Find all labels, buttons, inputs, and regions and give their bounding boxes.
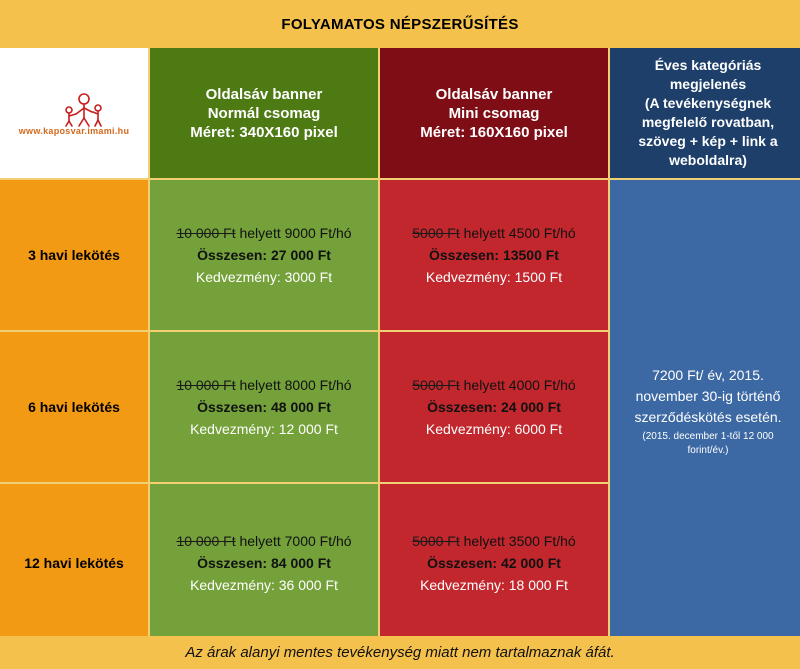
header-line: Éves kategóriás bbox=[654, 57, 762, 73]
annual-package-header bbox=[610, 48, 800, 178]
annual-line: 7200 Ft/ év, 2015. bbox=[652, 366, 764, 383]
price-line bbox=[176, 374, 351, 396]
annual-line: november 30-ig történő bbox=[635, 387, 781, 404]
mini-price-12-months bbox=[380, 484, 608, 642]
new-price: helyett 4500 Ft/hó bbox=[459, 225, 576, 241]
price-line bbox=[412, 530, 575, 552]
header-line: Méret: 340X160 pixel bbox=[190, 123, 338, 141]
pricing-table bbox=[0, 48, 800, 636]
old-price: 10 000 Ft bbox=[176, 533, 236, 549]
total-line bbox=[427, 552, 561, 574]
price-line bbox=[176, 530, 351, 552]
header-line: Mini csomag bbox=[448, 104, 540, 122]
total-value: 42 000 Ft bbox=[501, 555, 561, 571]
normal-package-header bbox=[150, 48, 378, 178]
logo-cell bbox=[0, 48, 148, 178]
annual-note-line: forint/év.) bbox=[687, 444, 729, 456]
total-value: 48 000 Ft bbox=[271, 399, 331, 415]
old-price: 5000 Ft bbox=[412, 533, 460, 549]
row-label-6-months: 6 havi lekötés bbox=[0, 332, 148, 482]
new-price: helyett 3500 Ft/hó bbox=[459, 533, 576, 549]
total-label: Összesen: bbox=[429, 247, 503, 263]
total-line bbox=[429, 244, 559, 266]
new-price: helyett 9000 Ft/hó bbox=[235, 225, 352, 241]
normal-price-12-months bbox=[150, 484, 378, 642]
row-label-12-months: 12 havi lekötés bbox=[0, 484, 148, 642]
annual-line: szerződéskötés esetén. bbox=[634, 408, 782, 425]
total-line bbox=[427, 396, 561, 418]
header-line: megfelelő rovatban, bbox=[641, 114, 775, 130]
total-value: 27 000 Ft bbox=[271, 247, 331, 263]
total-label: Összesen: bbox=[197, 247, 271, 263]
old-price: 10 000 Ft bbox=[176, 225, 236, 241]
header-line: Méret: 160X160 pixel bbox=[420, 123, 568, 141]
new-price: helyett 4000 Ft/hó bbox=[459, 377, 576, 393]
discount-line: Kedvezmény: 18 000 Ft bbox=[420, 577, 568, 593]
annual-note-line: (2015. december 1-től 12 000 bbox=[642, 430, 774, 442]
header-line: megjelenés bbox=[669, 76, 747, 92]
total-value: 13500 Ft bbox=[502, 247, 559, 263]
header-line: weboldalra) bbox=[669, 152, 747, 168]
new-price: helyett 7000 Ft/hó bbox=[235, 533, 352, 549]
mini-package-header bbox=[380, 48, 608, 178]
total-label: Összesen: bbox=[197, 555, 271, 571]
family-logo-icon bbox=[14, 90, 134, 128]
header-line: Normál csomag bbox=[207, 104, 321, 122]
logo bbox=[14, 90, 134, 136]
discount-line: Kedvezmény: 1500 Ft bbox=[425, 269, 563, 285]
total-label: Összesen: bbox=[427, 399, 501, 415]
discount-line: Kedvezmény: 3000 Ft bbox=[195, 269, 333, 285]
normal-price-6-months bbox=[150, 332, 378, 482]
total-value: 84 000 Ft bbox=[271, 555, 331, 571]
logo-text: www.kaposvar.imami.hu bbox=[18, 126, 130, 136]
total-line bbox=[197, 396, 331, 418]
old-price: 5000 Ft bbox=[412, 225, 460, 241]
total-label: Összesen: bbox=[427, 555, 501, 571]
total-line bbox=[197, 552, 331, 574]
header-line: szöveg + kép + link a bbox=[638, 133, 778, 149]
total-line bbox=[197, 244, 331, 266]
normal-price-3-months bbox=[150, 180, 378, 330]
header-line: (A tevékenységnek bbox=[644, 95, 772, 111]
row-label-3-months: 3 havi lekötés bbox=[0, 180, 148, 330]
total-label: Összesen: bbox=[197, 399, 271, 415]
total-value: 24 000 Ft bbox=[501, 399, 561, 415]
mini-price-3-months bbox=[380, 180, 608, 330]
old-price: 5000 Ft bbox=[412, 377, 460, 393]
header-line: Oldalsáv banner bbox=[435, 85, 553, 103]
annual-price-text bbox=[634, 365, 781, 428]
annual-price-cell bbox=[610, 180, 800, 642]
old-price: 10 000 Ft bbox=[176, 377, 236, 393]
price-line bbox=[412, 222, 575, 244]
new-price: helyett 8000 Ft/hó bbox=[235, 377, 352, 393]
mini-price-6-months bbox=[380, 332, 608, 482]
vat-note: Az árak alanyi mentes tevékenység miatt nem tartalmaznak áfát. bbox=[0, 636, 800, 669]
discount-line: Kedvezmény: 12 000 Ft bbox=[190, 421, 338, 437]
price-line bbox=[176, 222, 351, 244]
discount-line: Kedvezmény: 36 000 Ft bbox=[190, 577, 338, 593]
annual-note bbox=[642, 430, 773, 458]
price-line bbox=[412, 374, 575, 396]
header-line: Oldalsáv banner bbox=[205, 85, 323, 103]
page-title: FOLYAMATOS NÉPSZERŰSÍTÉS bbox=[0, 0, 800, 48]
discount-line: Kedvezmény: 6000 Ft bbox=[425, 421, 563, 437]
